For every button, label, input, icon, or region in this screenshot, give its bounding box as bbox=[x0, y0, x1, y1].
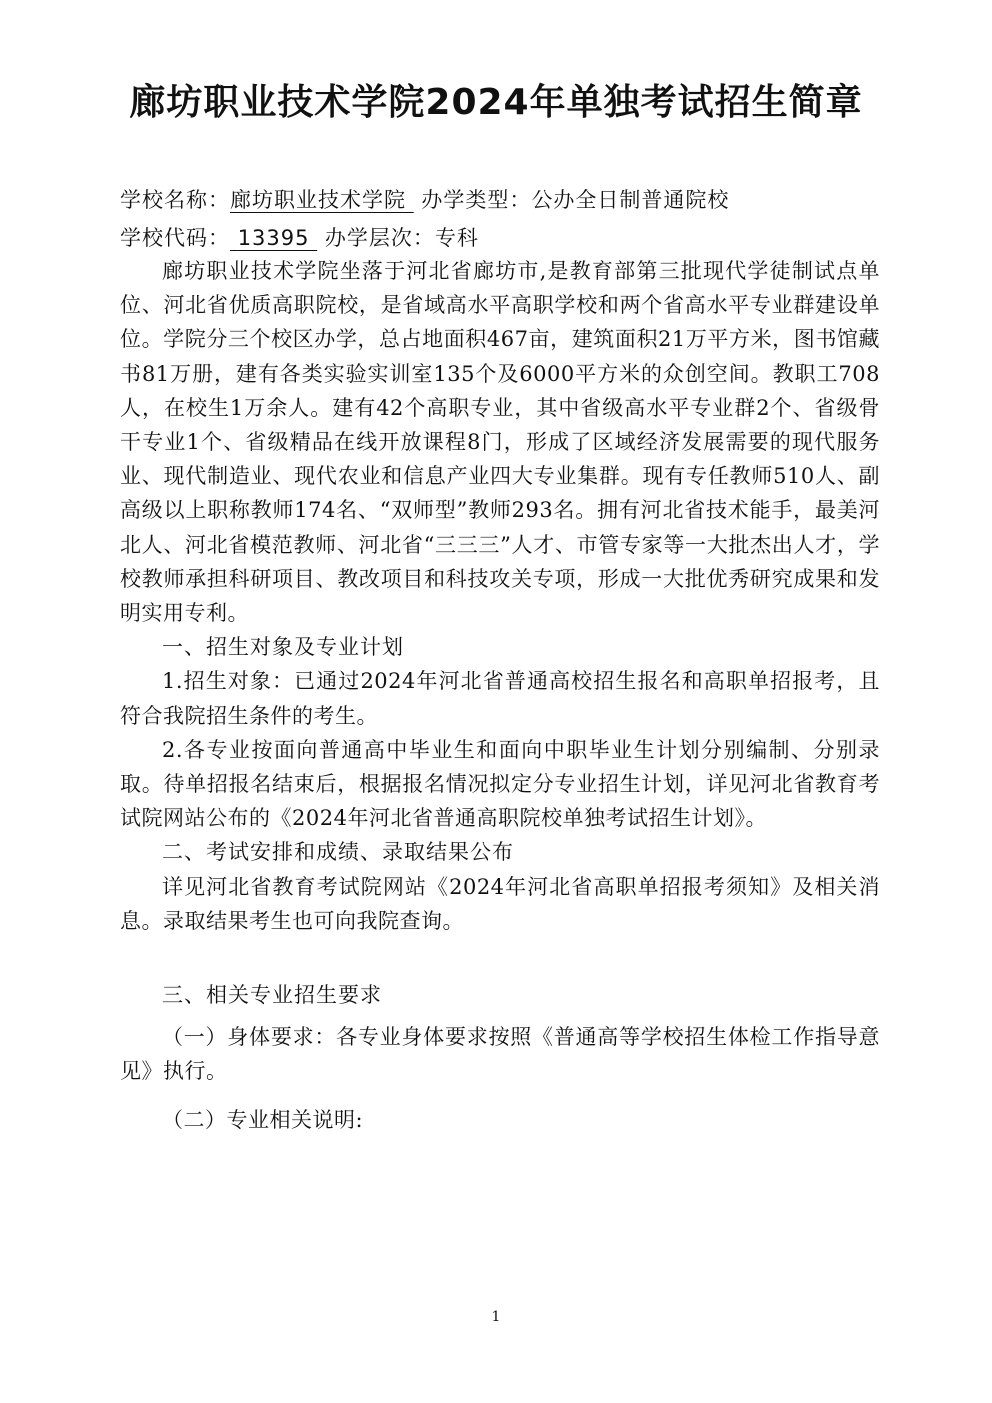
school-name-label: 学校名称： bbox=[120, 188, 230, 212]
school-type-label: 办学类型： bbox=[421, 188, 532, 212]
intro-paragraph: 廊坊职业技术学院坐落于河北省廊坊市,是教育部第三批现代学徒制试点单位、河北省优质高职院校，是省域高水平高职学校和两个省高水平专业群建设单位。学院分三个校区办学，总占地面积467亩，建筑面积21万平方米，图书馆藏书81万册，建有各类实验实训室135个及6000平方米的众创空间。教职工708人，在校生1万余人。建有42个高职专业，其中省级高水平专业群2个、省级骨干专业1个、省级精品在线开放课程8门，形成了区域经济发展需要的现代服务业、现代制造业、现代农业和信息产业四大专业集群。现有专任教师510人、副高级以上职称教师174名、“双师型”教师293名。拥有河北省技术能手，最美河北人、河北省模范教师、河北省“三三三”人才、市管专家等一大批杰出人才，学校教师承担科研项目、教改项目和科技攻关专项，形成一大批优秀研究成果和发明实用专利。 bbox=[120, 259, 880, 626]
school-level-label: 办学层次： bbox=[324, 226, 435, 250]
document-title: 廊坊职业技术学院2024年单独考试招生简章 bbox=[129, 82, 863, 123]
section-1-item-1: 1.招生对象：已通过2024年河北省普通高校招生报名和高职单招报考，且符合我院招生条件的考生。 bbox=[120, 669, 880, 728]
school-code-value: 13395 bbox=[237, 226, 310, 250]
page-number: 1 bbox=[491, 1309, 501, 1325]
school-type-value: 公办全日制普通院校 bbox=[531, 188, 730, 212]
section-1-item-2: 2.各专业按面向普通高中毕业生和面向中职毕业生计划分别编制、分别录取。待单招报名结束后，根据报名情况拟定分专业招生计划，详见河北省教育考试院网站公布的《2024年河北省普通高职院校单独考试招生计划》。 bbox=[120, 737, 880, 831]
section-3-item-1: （一）身体要求：各专业身体要求按照《普通高等学校招生体检工作指导意见》执行。 bbox=[120, 1025, 880, 1084]
section-3-heading: 三、相关专业招生要求 bbox=[162, 983, 382, 1008]
school-code-label: 学校代码： bbox=[120, 226, 230, 250]
section-2-body: 详见河北省教育考试院网站《2024年河北省高职单招报考须知》及相关消息。录取结果考生也可向我院查询。 bbox=[120, 874, 880, 933]
school-level-value: 专科 bbox=[434, 226, 479, 250]
school-name-value: 廊坊职业技术学院 bbox=[230, 188, 406, 212]
document-body bbox=[120, 254, 880, 1137]
school-code-line bbox=[120, 221, 479, 255]
section-1-heading: 一、招生对象及专业计划 bbox=[162, 635, 404, 660]
school-name-line bbox=[120, 183, 729, 217]
section-3-item-2: （二）专业相关说明: bbox=[162, 1107, 364, 1132]
section-2-heading: 二、考试安排和成绩、录取结果公布 bbox=[162, 840, 514, 865]
